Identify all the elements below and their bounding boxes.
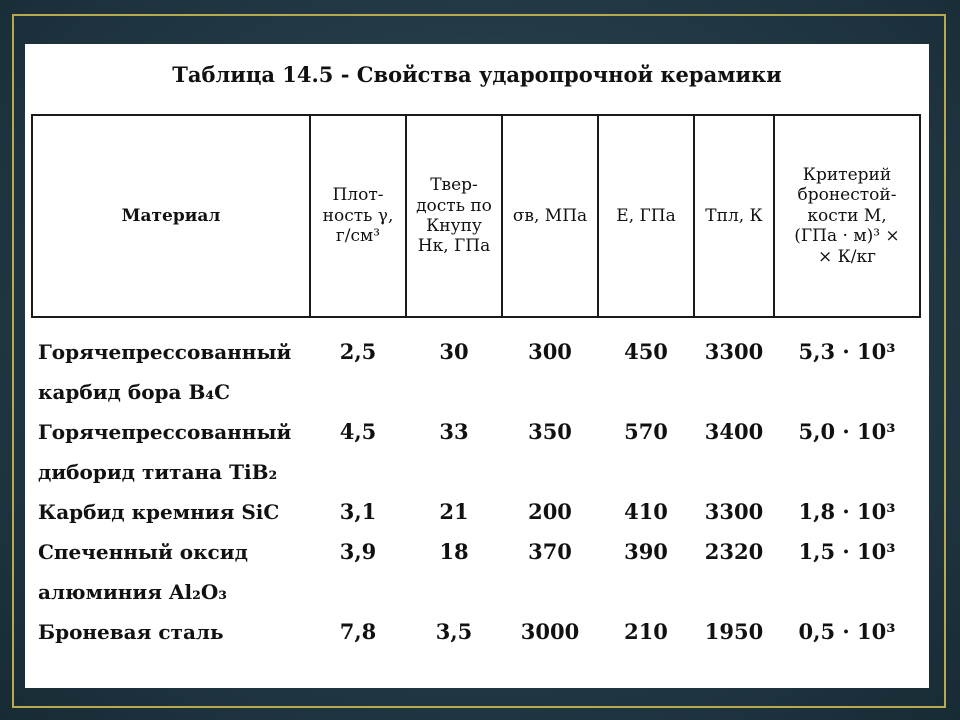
modulus-cell: 410 [624, 499, 668, 524]
criterion-cell: 5,0 · 10³ [798, 419, 896, 444]
melting-point-cell: 3300 [704, 339, 764, 364]
table-row [32, 317, 920, 412]
strength-cell: 3000 [520, 619, 580, 644]
melting-point-cell: 2320 [704, 539, 764, 564]
table-row [32, 612, 920, 652]
properties-table [31, 114, 921, 652]
table-header-row [32, 115, 920, 317]
modulus-cell: 570 [624, 419, 668, 444]
strength-cell: 350 [528, 419, 572, 444]
material-cell: Горячепрессованный диборид титана TiB₂ [38, 420, 292, 484]
criterion-cell: 1,8 · 10³ [798, 499, 896, 524]
density-cell: 3,1 [339, 499, 377, 524]
column-header: E, ГПа [598, 115, 694, 317]
hardness-cell: 21 [439, 499, 469, 524]
hardness-cell: 33 [439, 419, 469, 444]
material-cell: Броневая сталь [38, 620, 224, 644]
material-cell: Карбид кремния SiC [38, 500, 280, 524]
column-header: Твер- дость по Кнупу Hк, ГПа [406, 115, 502, 317]
table-row [32, 492, 920, 532]
table-title: Таблица 14.5 - Свойства ударопрочной керамики [172, 62, 782, 87]
criterion-cell: 1,5 · 10³ [798, 539, 896, 564]
column-header: Плот- ность γ, г/см³ [310, 115, 406, 317]
strength-cell: 300 [528, 339, 572, 364]
table-row [32, 532, 920, 612]
hardness-cell: 30 [439, 339, 469, 364]
material-cell: Горячепрессованный карбид бора B₄C [38, 340, 292, 404]
melting-point-cell: 3400 [704, 419, 764, 444]
modulus-cell: 450 [624, 339, 668, 364]
criterion-cell: 0,5 · 10³ [798, 619, 896, 644]
modulus-cell: 210 [624, 619, 668, 644]
melting-point-cell: 3300 [704, 499, 764, 524]
column-header: σв, МПа [502, 115, 598, 317]
material-cell: Спеченный оксид алюминия Al₂O₃ [38, 540, 248, 604]
strength-cell: 370 [528, 539, 572, 564]
hardness-cell: 18 [439, 539, 469, 564]
density-cell: 4,5 [339, 419, 377, 444]
density-cell: 3,9 [339, 539, 377, 564]
strength-cell: 200 [528, 499, 572, 524]
column-header: Критерий бронестой- кости M, (ГПа · м)³ × × К/кг [774, 115, 920, 317]
document-scan [25, 44, 929, 688]
table-row [32, 412, 920, 492]
density-cell: 2,5 [339, 339, 377, 364]
hardness-cell: 3,5 [435, 619, 473, 644]
criterion-cell: 5,3 · 10³ [798, 339, 896, 364]
density-cell: 7,8 [339, 619, 377, 644]
modulus-cell: 390 [624, 539, 668, 564]
column-header: Tпл, К [694, 115, 774, 317]
column-header: Материал [32, 115, 310, 317]
melting-point-cell: 1950 [704, 619, 764, 644]
